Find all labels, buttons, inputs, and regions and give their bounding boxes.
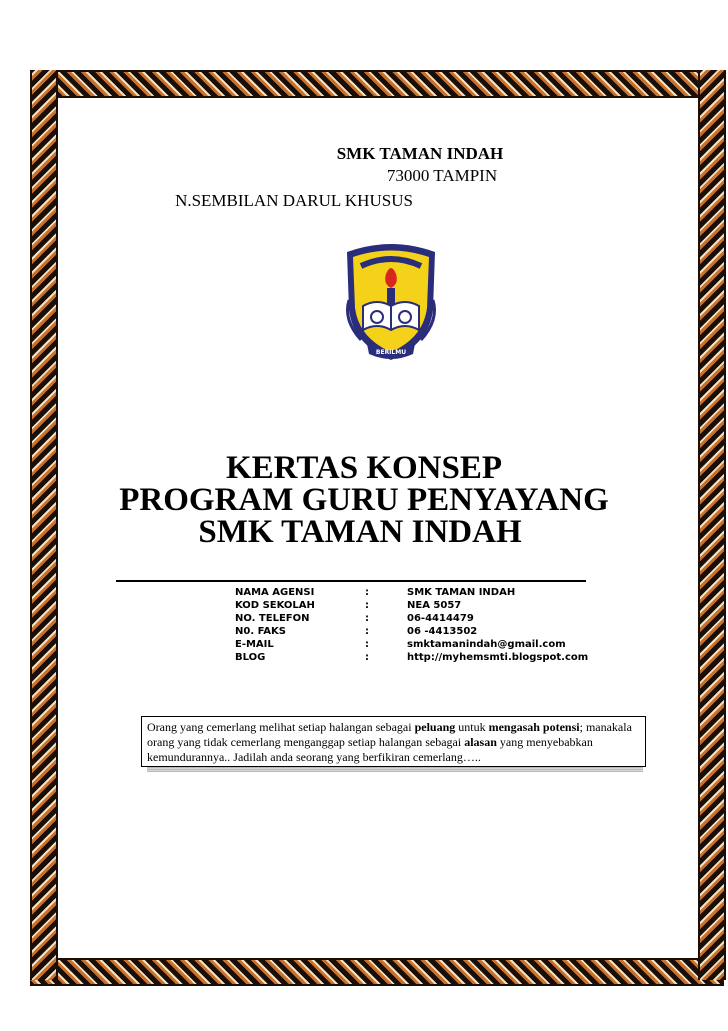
info-value: smktamanindah@gmail.com <box>407 639 566 650</box>
info-value: http://myhemsmti.blogspot.com <box>407 652 589 663</box>
info-row-phone <box>235 613 588 626</box>
info-row-fax <box>235 626 588 639</box>
info-separator: : <box>365 652 369 663</box>
quote-text: Orang yang cemerlang melihat setiap halangan sebagai <box>147 720 415 734</box>
info-label: KOD SEKOLAH <box>235 600 315 611</box>
info-row-email <box>235 639 588 652</box>
document-title-line-3: SMK TAMAN INDAH <box>198 514 522 550</box>
document-title-line-2: PROGRAM GURU PENYAYANG <box>119 482 609 518</box>
quote-text: untuk <box>455 720 489 734</box>
info-value: NEA 5057 <box>407 600 462 611</box>
info-separator: : <box>365 600 369 611</box>
info-label: N0. FAKS <box>235 626 286 637</box>
agency-info-table <box>235 587 588 665</box>
quote-emphasis: peluang <box>414 720 456 734</box>
info-separator: : <box>365 639 369 650</box>
info-value: 06-4414479 <box>407 613 474 624</box>
info-divider-line <box>116 580 586 582</box>
quote-emphasis: mengasah potensi <box>488 720 580 734</box>
quote-text: yang menyebabkan kemundurannya.. Jadilah anda seorang yang berfikiran cemerlang….. <box>147 735 593 764</box>
info-label: E-MAIL <box>235 639 274 650</box>
info-row-blog <box>235 652 588 665</box>
quote-emphasis: alasan <box>464 735 497 749</box>
school-crest-icon <box>339 240 443 364</box>
decorative-border-bottom <box>30 958 724 986</box>
info-label: NO. TELEFON <box>235 613 310 624</box>
info-separator: : <box>365 626 369 637</box>
info-value: SMK TAMAN INDAH <box>407 587 516 598</box>
info-separator: : <box>365 587 369 598</box>
info-label: BLOG <box>235 652 266 663</box>
info-value: 06 -4413502 <box>407 626 478 637</box>
crest-motto-text: BERILMU <box>375 349 407 356</box>
info-label: NAMA AGENSI <box>235 587 315 598</box>
decorative-border-top <box>30 70 724 98</box>
info-separator: : <box>365 613 369 624</box>
postcode-city: 73000 TAMPIN <box>386 166 498 185</box>
school-name: SMK TAMAN INDAH <box>336 144 504 163</box>
document-title-line-1: KERTAS KONSEP <box>225 450 503 486</box>
info-row-school-code <box>235 600 588 613</box>
quote-box <box>141 716 646 767</box>
info-row-agency <box>235 587 588 600</box>
state-name: N.SEMBILAN DARUL KHUSUS <box>175 191 413 210</box>
quote-text: ; manakala orang yang tidak cemerlang menganggap setiap halangan sebagai <box>147 720 632 749</box>
